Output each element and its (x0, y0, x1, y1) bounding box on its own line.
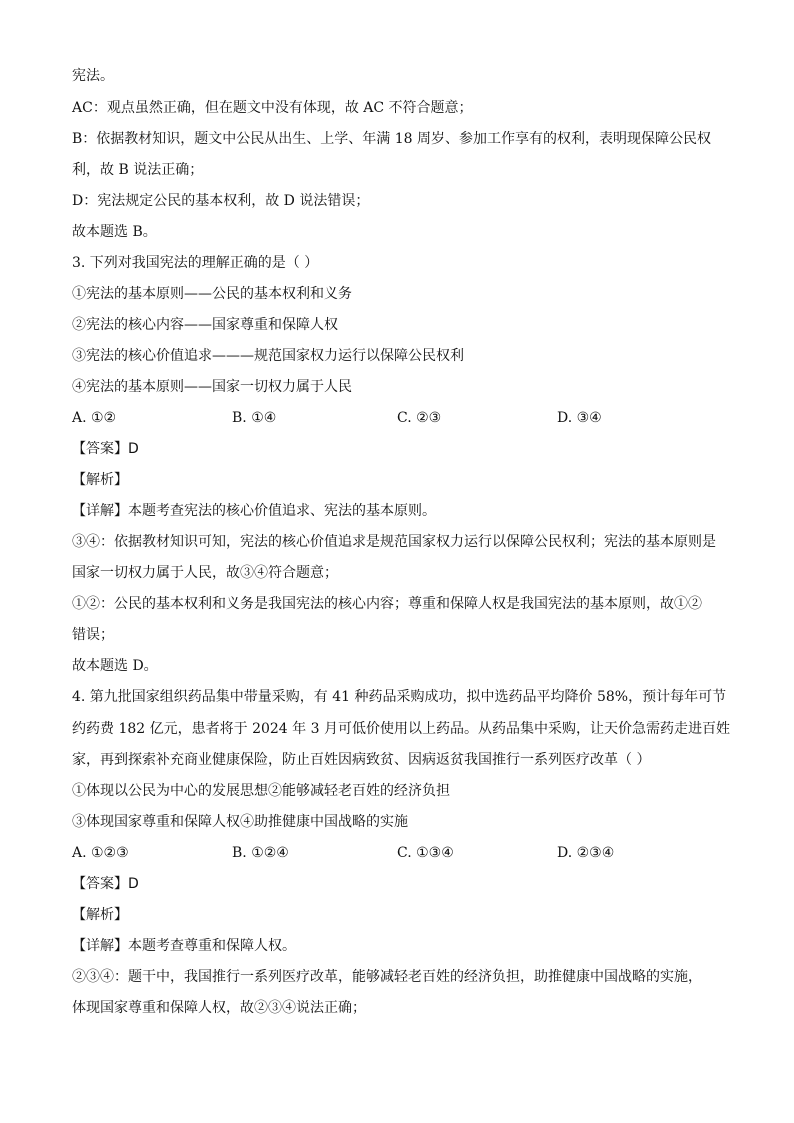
text-line: 【详解】本题考查宪法的核心价值追求、宪法的基本原则。 (72, 503, 436, 519)
q3-option-c: C. ②③ (397, 410, 442, 426)
q4-option-d: D. ②③④ (557, 845, 615, 861)
text-line: 故本题选 D。 (72, 658, 158, 674)
text-line: 宪法。 (72, 68, 114, 84)
q3-options (72, 407, 724, 429)
q4-option-c: C. ①③④ (397, 845, 454, 861)
q3-analysis-heading: 【解析】 (72, 472, 128, 488)
q3-statement-2: ②宪法的核心内容——国家尊重和保障人权 (72, 317, 338, 333)
text-line: AC：观点虽然正确，但在题文中没有体现，故 AC 不符合题意； (72, 100, 473, 116)
q3-statement-3: ③宪法的核心价值追求———规范国家权力运行以保障公民权利 (72, 348, 464, 364)
q3-statement-1: ①宪法的基本原则——公民的基本权利和义务 (72, 286, 352, 302)
q4-analysis-heading: 【解析】 (72, 907, 128, 923)
q3-option-d: D. ③④ (557, 410, 602, 426)
text-line: 错误； (72, 627, 114, 643)
text-line: 利，故 B 说法正确； (72, 162, 204, 178)
text-line: ②③④：题干中，我国推行一系列医疗改革，能够减轻老百姓的经济负担，助推健康中国战略的实施， (72, 969, 702, 985)
text-line: 国家一切权力属于人民，故③④符合题意； (72, 565, 338, 581)
q3-answer: 【答案】D (72, 441, 139, 457)
q4-statements: ③体现国家尊重和保障人权④助推健康中国战略的实施 (72, 814, 408, 830)
text-line: B：依据教材知识，题文中公民从出生、上学、年满 18 周岁、参加工作享有的权利，表明现保障公民权 (72, 131, 712, 147)
question-3-stem: 3. 下列对我国宪法的理解正确的是（ ） (72, 255, 319, 271)
text-line: ①②：公民的基本权利和义务是我国宪法的核心内容；尊重和保障人权是我国宪法的基本原则，故①② (72, 596, 702, 612)
q4-answer: 【答案】D (72, 876, 139, 892)
q4-options (72, 842, 724, 864)
q4-statements: ①体现以公民为中心的发展思想②能够减轻老百姓的经济负担 (72, 783, 450, 799)
q4-option-a: A. ①②③ (72, 845, 129, 861)
question-4-stem: 约药费 182 亿元，患者将于 2024 年 3 月可低价使用以上药品。从药品集中采购，让天价急需药走进百姓 (72, 721, 730, 737)
q4-option-b: B. ①②④ (232, 845, 289, 861)
text-line: 【详解】本题考查尊重和保障人权。 (72, 938, 296, 954)
question-4-stem: 家，再到探索补充商业健康保险，防止百姓因病致贫、因病返贫我国推行一系列医疗改革（ ） (72, 752, 651, 768)
question-4-stem: 4. 第九批国家组织药品集中带量采购，有 41 种药品采购成功，拟中选药品平均降价 58%，预计每年可节 (72, 689, 727, 705)
text-line: ③④：依据教材知识可知，宪法的核心价值追求是规范国家权力运行以保障公民权利；宪法的基本原则是 (72, 534, 716, 550)
q3-option-b: B. ①④ (232, 410, 277, 426)
q3-statement-4: ④宪法的基本原则——国家一切权力属于人民 (72, 379, 352, 395)
q3-option-a: A. ①② (72, 410, 117, 426)
text-line: D：宪法规定公民的基本权利，故 D 说法错误； (72, 193, 370, 209)
text-line: 体现国家尊重和保障人权，故②③④说法正确； (72, 1000, 366, 1016)
text-line: 故本题选 B。 (72, 224, 157, 240)
